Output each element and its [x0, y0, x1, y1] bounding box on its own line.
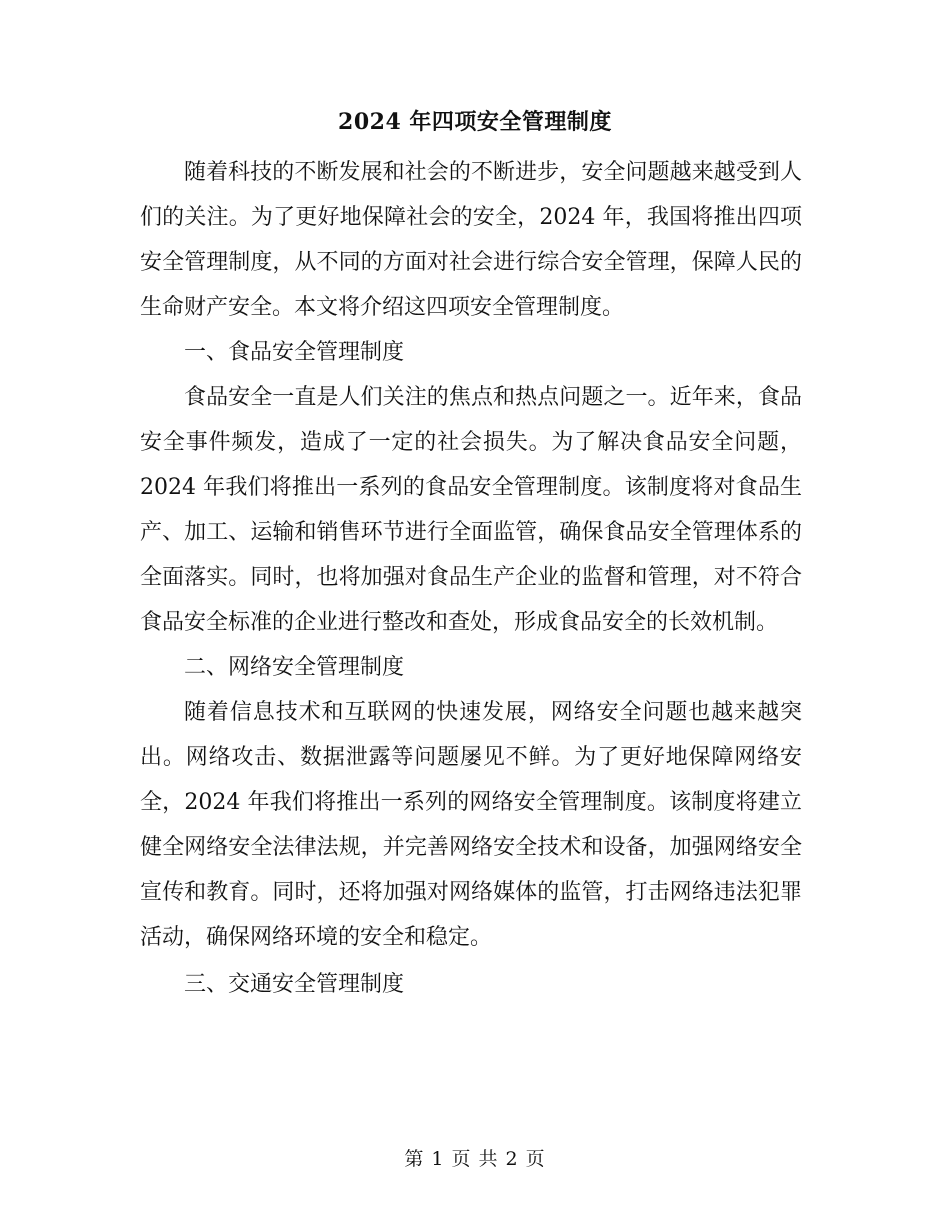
- section-heading-traffic-safety: 三、交通安全管理制度: [184, 972, 405, 997]
- document-body: [140, 150, 802, 1007]
- section-body-network-safety: 随着信息技术和互联网的快速发展，网络安全问题也越来越突出。网络攻击、数据泄露等问题屡见不鲜。为了更好地保障网络安全，2024 年我们将推出一系列的网络安全管理制度。该制度将建立健全网络安全法律法规，并完善网络安全技术和设备，加强网络安全宣传和教育。同时，还将加强对网络媒体的监管，打击网络违法犯罪活动，确保网络环境的安全和稳定。: [140, 700, 802, 950]
- intro-paragraph: 随着科技的不断发展和社会的不断进步，安全问题越来越受到人们的关注。为了更好地保障社会的安全，2024 年，我国将推出四项安全管理制度，从不同的方面对社会进行综合安全管理，保障人民的生命财产安全。本文将介绍这四项安全管理制度。: [140, 160, 802, 320]
- section-heading-food-safety: 一、食品安全管理制度: [184, 340, 405, 365]
- section-body-food-safety: 食品安全一直是人们关注的焦点和热点问题之一。近年来，食品安全事件频发，造成了一定的社会损失。为了解决食品安全问题，2024 年我们将推出一系列的食品安全管理制度。该制度将对食品生产、加工、运输和销售环节进行全面监管，确保食品安全管理体系的全面落实。同时，也将加强对食品生产企业的监督和管理，对不符合食品安全标准的企业进行整改和查处，形成食品安全的长效机制。: [140, 385, 802, 635]
- page-footer: 第 1 页 共 2 页: [404, 1148, 546, 1170]
- section-heading-network-safety: 二、网络安全管理制度: [184, 655, 405, 680]
- document-title: 2024 年四项安全管理制度: [338, 109, 612, 135]
